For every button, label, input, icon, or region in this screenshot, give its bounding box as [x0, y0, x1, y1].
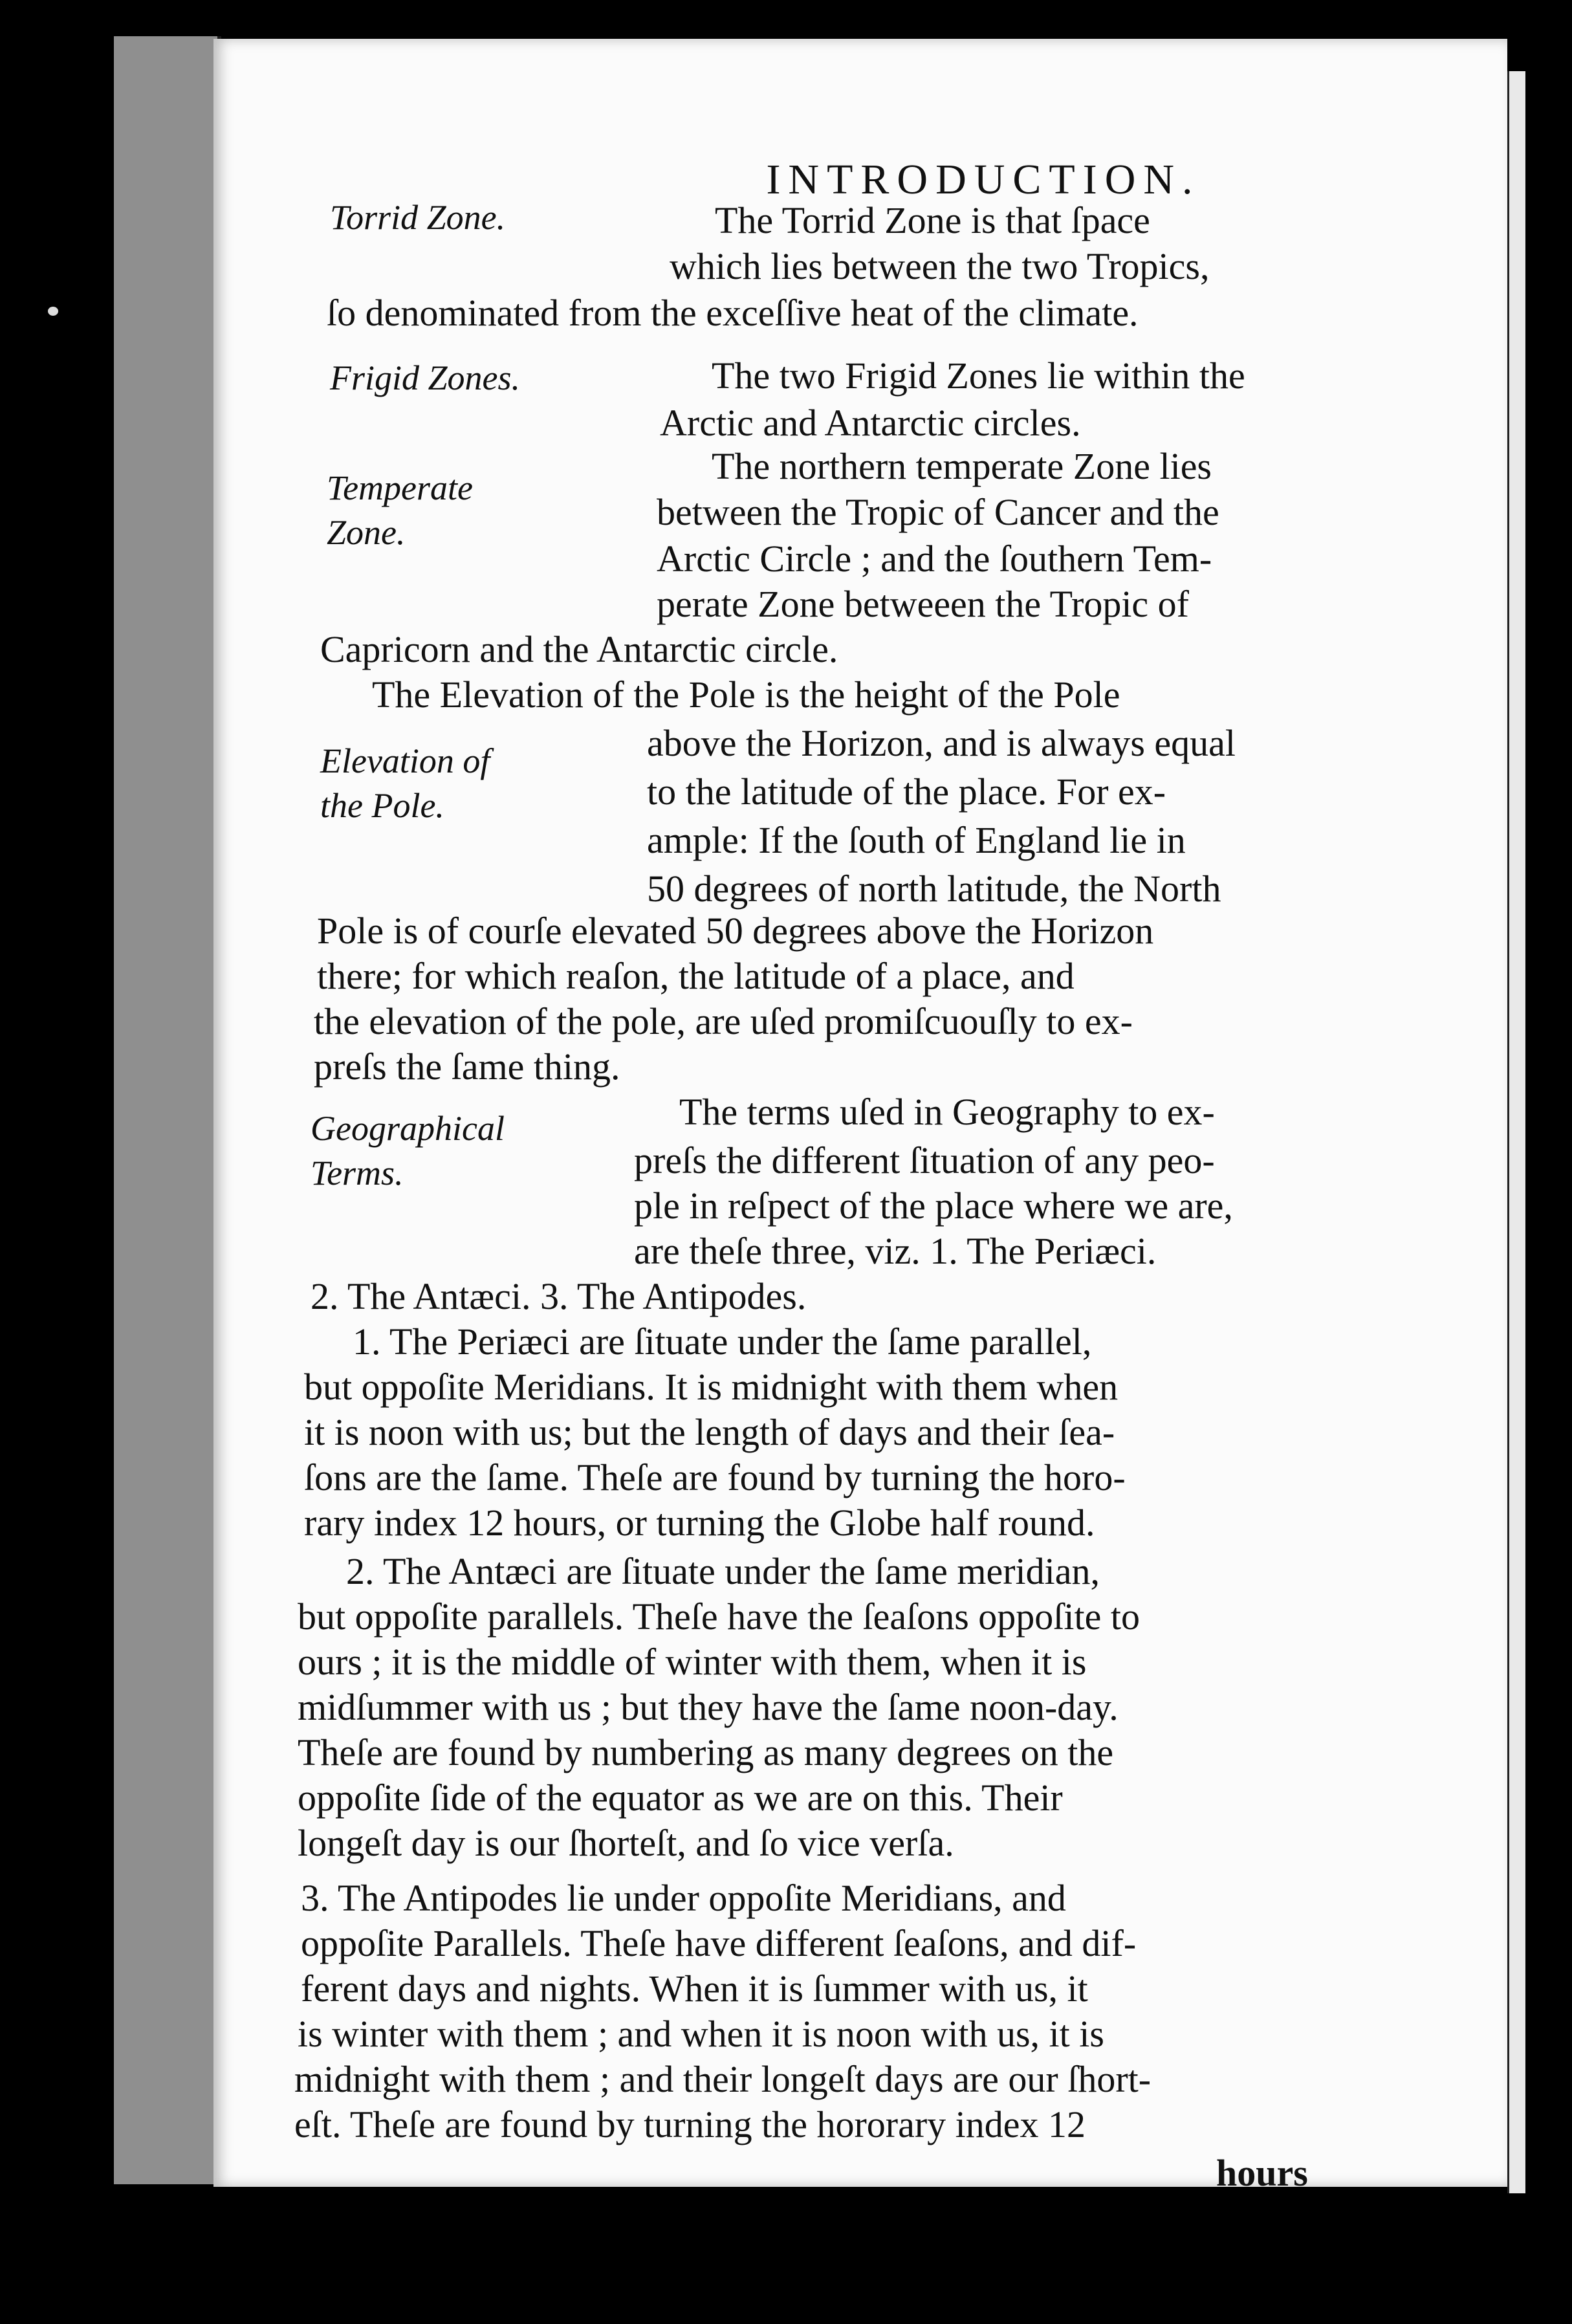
text-line: Capricorn and the Antarctic circle.: [320, 628, 838, 670]
text-line: are theſe three, viz. 1. The Periæci.: [634, 1230, 1157, 1272]
sidenote-line: the Pole.: [320, 786, 444, 826]
text-line: The terms uſed in Geography to ex-: [679, 1091, 1215, 1133]
text-line: oppoſite Parallels. Theſe have different ſeaſons, and dif-: [301, 1922, 1137, 1964]
text-line: midnight with them ; and their longeſt days are our ſhort-: [294, 2058, 1152, 2100]
text-line: ple in reſpect of the place where we are,: [634, 1185, 1233, 1227]
text-line: is winter with them ; and when it is noon with us, it is: [298, 2013, 1104, 2055]
book-spine-edge: [114, 36, 221, 2184]
text-line: The Elevation of the Pole is the height of the Pole: [372, 674, 1120, 716]
text-line: Arctic and Antarctic circles.: [660, 402, 1081, 444]
text-line: which lies between the two Tropics,: [670, 245, 1210, 287]
scan-border: [1525, 0, 1572, 2324]
text-line: ſons are the ſame. Theſe are found by turning the horo-: [304, 1456, 1126, 1498]
text-line: preſs the different ſituation of any peo-: [634, 1139, 1215, 1181]
text-line: 3. The Antipodes lie under oppoſite Meridians, and: [301, 1877, 1066, 1919]
text-line: The northern temperate Zone lies: [712, 445, 1212, 487]
text-line: to the latitude of the place. For ex-: [647, 771, 1166, 813]
text-line: there; for which reaſon, the latitude of a place, and: [317, 955, 1075, 997]
body-text: [213, 39, 1507, 2194]
text-line: 2. The Antæci. 3. The Antipodes.: [311, 1275, 807, 1317]
book-page: [213, 39, 1507, 2194]
catchword: hours: [1216, 2152, 1308, 2194]
text-line: ours ; it is the middle of winter with them, when it is: [298, 1641, 1087, 1683]
sidenote-line: Temperate: [327, 468, 473, 507]
sidenote-line: Elevation of: [320, 741, 490, 780]
running-header: INTRODUCTION.: [766, 156, 1201, 203]
sidenote-line: Frigid Zones.: [330, 358, 521, 397]
text-line: The Torrid Zone is that ſpace: [715, 199, 1150, 241]
text-line: oppoſite ſide of the equator as we are on this. Their: [298, 1777, 1063, 1819]
text-line: Arctic Circle ; and the ſouthern Tem-: [657, 538, 1212, 580]
text-line: ſo denominated from the exceſſive heat of the climate.: [327, 292, 1139, 334]
text-line: Pole is of courſe elevated 50 degrees above the Horizon: [317, 910, 1154, 952]
text-line: 2. The Antæci are ſituate under the ſame meridian,: [346, 1550, 1100, 1592]
sidenote-line: Zone.: [327, 513, 406, 553]
text-line: but oppoſite parallels. Theſe have the ſeaſons oppoſite to: [298, 1595, 1140, 1638]
text-line: it is noon with us; but the length of days and their ſea-: [304, 1411, 1115, 1453]
text-line: ample: If the ſouth of England lie in: [647, 819, 1186, 861]
sidenote-line: Terms.: [311, 1154, 404, 1193]
text-line: longeſt day is our ſhorteſt, and ſo vice verſa.: [298, 1822, 954, 1864]
text-line: but oppoſite Meridians. It is midnight with them when: [304, 1366, 1119, 1408]
text-line: perate Zone betweeen the Tropic of: [657, 583, 1189, 625]
next-page-edge: [1507, 71, 1527, 2193]
text-line: Theſe are found by numbering as many degrees on the: [298, 1731, 1114, 1773]
text-line: between the Tropic of Cancer and the: [657, 491, 1219, 533]
scan-speck: [48, 307, 58, 316]
text-line: 1. The Periæci are ſituate under the ſame parallel,: [353, 1321, 1092, 1363]
text-line: eſt. Theſe are found by turning the hororary index 12: [294, 2103, 1086, 2145]
text-line: rary index 12 hours, or turning the Globe half round.: [304, 1502, 1095, 1544]
sidenote-line: Torrid Zone.: [330, 198, 506, 237]
text-line: above the Horizon, and is always equal: [647, 722, 1236, 764]
text-line: the elevation of the pole, are uſed promiſcuouſly to ex-: [314, 1000, 1133, 1042]
text-line: ferent days and nights. When it is ſummer with us, it: [301, 1968, 1088, 2010]
text-line: 50 degrees of north latitude, the North: [647, 868, 1221, 910]
sidenote-line: Geographical: [311, 1109, 505, 1148]
text-line: midſummer with us ; but they have the ſame noon-day.: [298, 1686, 1119, 1728]
text-line: preſs the ſame thing.: [314, 1046, 620, 1088]
text-line: The two Frigid Zones lie within the: [712, 355, 1245, 397]
